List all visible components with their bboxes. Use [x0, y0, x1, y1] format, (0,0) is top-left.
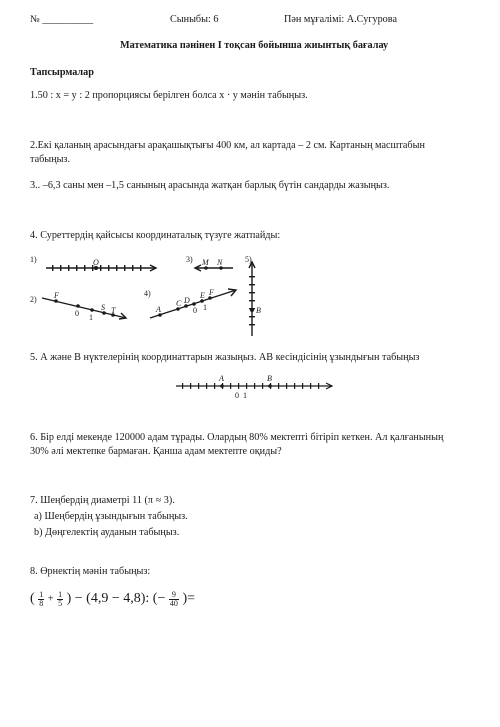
fraction-1-8	[38, 591, 44, 608]
fraction-9-40	[169, 591, 179, 608]
teacher-label: Пән мұғалімі: А.Сугурова	[284, 14, 397, 25]
page-title: Математика пәнінен I тоқсан бойынша жиынтық бағалау	[120, 40, 389, 51]
question-5: 5. А және В нүктелерінің координаттарын жазыңыз. АВ кесіндісінің ұзындығын табыңыз	[30, 352, 420, 363]
q5-label-b: B	[267, 374, 272, 383]
question-2-line1: 2.Екі қаланың арасындағы арақашықтығы 400 км, ал картада – 2 см. Картаның масштабын	[30, 140, 425, 151]
question-6-line2: 30% әлі мектепке бармаған. Қанша адам мектепте оқиды?	[30, 446, 282, 457]
question-3: 3.. –6,3 саны мен –1,5 санының арасында жатқан барлық бүтін сандарды жазыңыз.	[30, 180, 390, 191]
fraction-denominator: 5	[58, 598, 63, 608]
fig5-label-b: B	[256, 306, 261, 315]
fig4-label-c: C	[176, 299, 182, 308]
q5-number-line	[0, 372, 500, 404]
fig4-label-f: F	[209, 288, 214, 297]
fig4-label-a: A	[156, 305, 161, 314]
fig2-label-f: F	[54, 291, 59, 300]
fig4-label-0: 0	[193, 306, 197, 315]
question-7b: b) Дөңгелектің ауданын табыңыз.	[34, 527, 180, 538]
question-1: 1.50 : x = y : 2 пропорциясы берілген болса x · y мәнін табыңыз.	[30, 90, 308, 101]
fraction-denominator: 40	[169, 598, 178, 608]
fraction-numerator: 1	[58, 589, 63, 599]
fig5-number: 5)	[245, 255, 252, 264]
class-label: Сыныбы: 6	[170, 14, 219, 25]
expr-middle: ) − (4,9 − 4,8): (−	[66, 591, 166, 606]
fig1-point-o: O	[93, 258, 99, 267]
fraction-denominator: 8	[39, 598, 44, 608]
q8-expression	[30, 588, 195, 610]
fig1-number: 1)	[30, 255, 37, 264]
fig2-number: 2)	[30, 295, 37, 304]
q5-label-a: A	[219, 374, 224, 383]
expr-open-paren: (	[30, 591, 35, 606]
expr-close: )=	[182, 591, 195, 606]
q4-figures	[0, 248, 500, 346]
q5-label-0: 0	[235, 391, 239, 400]
fig2-label-t: T	[111, 306, 116, 315]
fig3-label-n: N	[217, 258, 223, 267]
question-2-line2: табыңыз.	[30, 154, 70, 165]
question-8: 8. Өрнектің мәнін табыңыз:	[30, 566, 151, 577]
expr-plus: +	[47, 593, 54, 605]
fig3-label-m: M	[202, 258, 209, 267]
question-4: 4. Суреттердің қайсысы координаталық түзуге жатпайды:	[30, 230, 281, 241]
question-6-line1: 6. Бір елді мекенде 120000 адам тұрады. Олардың 80% мектепті бітіріп кеткен. Ал қалғанының	[30, 432, 444, 443]
question-7: 7. Шеңбердің диаметрі 11 (π ≈ 3).	[30, 495, 175, 506]
question-7a: a) Шеңбердің ұзындығын табыңыз.	[34, 511, 188, 522]
fig4-label-e: E	[200, 291, 205, 300]
fraction-numerator: 1	[39, 589, 44, 599]
number-label: № __________	[30, 14, 94, 25]
fig2-label-1: 1	[89, 313, 93, 322]
fig2-label-0: 0	[75, 309, 79, 318]
fig4-label-d: D	[184, 296, 190, 305]
fraction-numerator: 9	[169, 591, 179, 600]
q5-label-1: 1	[243, 391, 247, 400]
fig3-number: 3)	[186, 255, 193, 264]
fraction-1-5	[57, 591, 63, 608]
tasks-heading: Тапсырмалар	[30, 67, 94, 78]
fig4-number: 4)	[144, 289, 151, 298]
fig2-label-s: S	[101, 303, 105, 312]
fig4-label-1: 1	[203, 303, 207, 312]
